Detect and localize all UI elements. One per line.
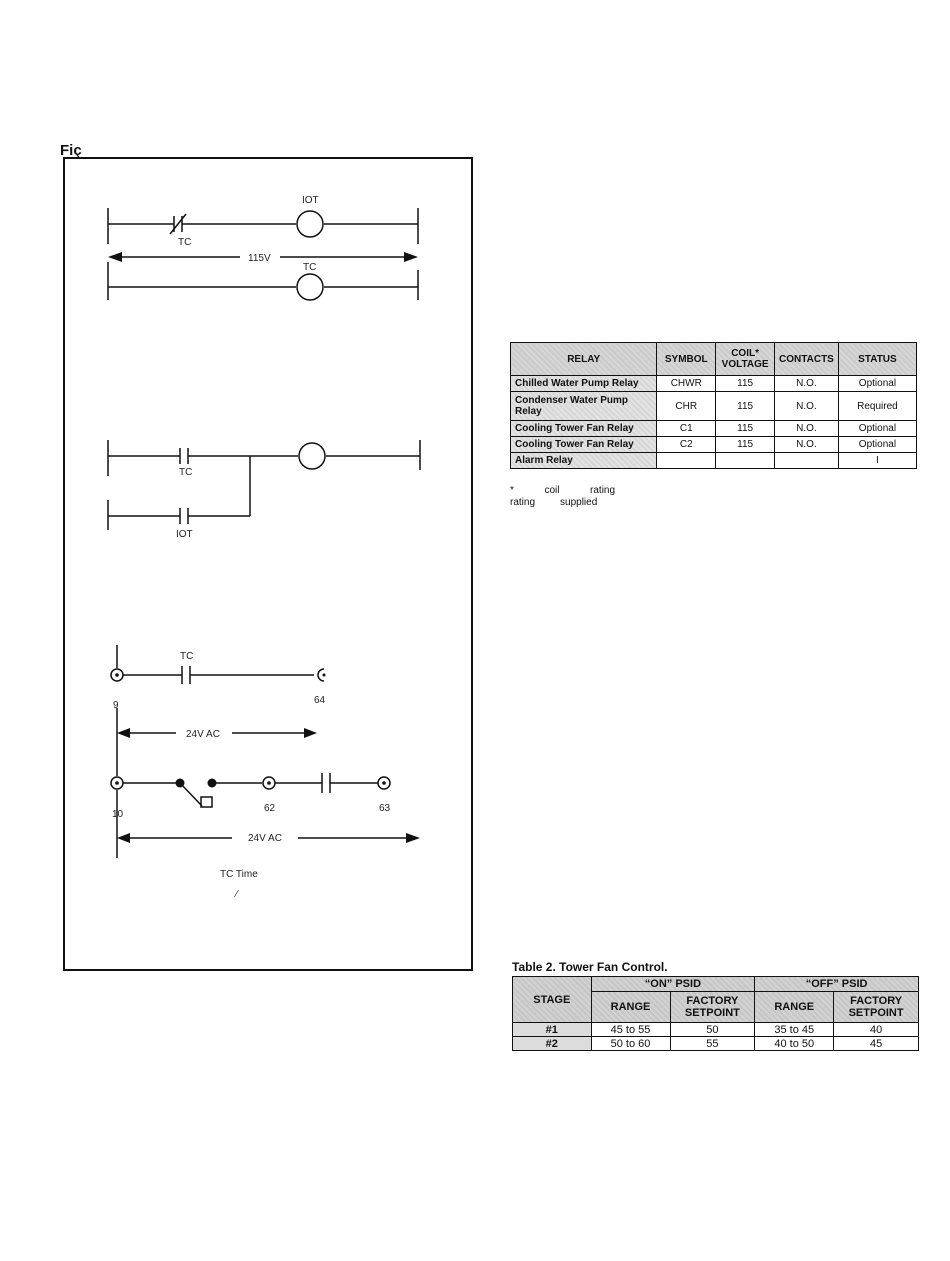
- off-setpoint-cell: 45: [834, 1037, 919, 1051]
- col-relay: RELAY: [511, 343, 657, 376]
- arrow-left-115: [108, 252, 122, 262]
- relay-name: Cooling Tower Fan Relay: [511, 437, 657, 453]
- arrow-left-24a: [117, 728, 130, 738]
- off-range-cell: 40 to 50: [755, 1037, 834, 1051]
- table-row: [511, 453, 917, 469]
- tc-coil-label: TC: [303, 262, 317, 273]
- relay-footnote-line2: rating supplied: [510, 497, 598, 508]
- relay-contacts: [775, 453, 839, 469]
- relay-symbol: C2: [657, 437, 716, 453]
- relay-status: Optional: [838, 421, 916, 437]
- iot-coil: [297, 211, 323, 237]
- table-row: [513, 1037, 919, 1051]
- small-mark: ⁄: [236, 889, 238, 900]
- relay-voltage: 115: [716, 392, 775, 421]
- terminal-9-label: 9: [113, 700, 119, 711]
- relay-symbol: CHWR: [657, 376, 716, 392]
- relay-status: Optional: [838, 376, 916, 392]
- arrow-right-24b: [406, 833, 420, 843]
- tc-coil: [297, 274, 323, 300]
- iot-top-label: IOT: [302, 195, 319, 206]
- figure-label: Fiç: [60, 142, 82, 159]
- relay-name: Cooling Tower Fan Relay: [511, 421, 657, 437]
- arrow-right-24a: [304, 728, 317, 738]
- col-on-range: RANGE: [591, 992, 670, 1023]
- coil-2: [299, 443, 325, 469]
- relay-status: Optional: [838, 437, 916, 453]
- terminal-64-label: 64: [314, 695, 326, 706]
- voltage-24b-label: 24V AC: [248, 833, 282, 844]
- switch-dot-left: [176, 779, 185, 788]
- relay-contacts: N.O.: [775, 437, 839, 453]
- relay-voltage: 115: [716, 421, 775, 437]
- arrow-right-115: [404, 252, 418, 262]
- terminal-63-label: 63: [379, 803, 391, 814]
- relay-status: Required: [838, 392, 916, 421]
- col-stage: STAGE: [513, 977, 592, 1023]
- fan-header-row-1: [513, 977, 919, 992]
- col-contacts: CONTACTS: [775, 343, 839, 376]
- relay-voltage: 115: [716, 437, 775, 453]
- on-range-cell: 50 to 60: [591, 1037, 670, 1051]
- off-range-cell: 35 to 45: [755, 1023, 834, 1037]
- tc-nc-label: TC: [178, 237, 192, 248]
- col-coil-voltage: COIL* VOLTAGE: [716, 343, 775, 376]
- relay-contacts: N.O.: [775, 421, 839, 437]
- table-row: [513, 1023, 919, 1037]
- col-status: STATUS: [838, 343, 916, 376]
- relay-name: Alarm Relay: [511, 453, 657, 469]
- relay-table: [510, 342, 917, 469]
- relay-voltage: 115: [716, 376, 775, 392]
- tc-time-label: TC Time: [220, 869, 258, 880]
- col-on-psid: “ON” PSID: [591, 977, 755, 992]
- stage-cell: #1: [513, 1023, 592, 1037]
- voltage-115-label: 115V: [248, 253, 271, 264]
- relay-contacts: N.O.: [775, 392, 839, 421]
- relay-voltage: [716, 453, 775, 469]
- relay-symbol: [657, 453, 716, 469]
- col-off-range: RANGE: [755, 992, 834, 1023]
- col-on-setpoint: FACTORY SETPOINT: [670, 992, 755, 1023]
- table2-caption: Table 2. Tower Fan Control.: [512, 960, 668, 974]
- col-symbol: SYMBOL: [657, 343, 716, 376]
- tc-no-label: TC: [179, 467, 193, 478]
- col-off-setpoint: FACTORY SETPOINT: [834, 992, 919, 1023]
- iot-no-label: IOT: [176, 529, 193, 540]
- relay-table-header: [511, 343, 917, 376]
- col-off-psid: “OFF” PSID: [755, 977, 919, 992]
- on-setpoint-cell: 50: [670, 1023, 755, 1037]
- relay-symbol: C1: [657, 421, 716, 437]
- table-row: [511, 421, 917, 437]
- relay-symbol: CHR: [657, 392, 716, 421]
- fan-control-table: [512, 976, 919, 1051]
- relay-status: I: [838, 453, 916, 469]
- relay-name: Chilled Water Pump Relay: [511, 376, 657, 392]
- relay-footnote-line1: * coil rating: [510, 485, 616, 496]
- switch-dot-right: [208, 779, 217, 788]
- table-row: [511, 376, 917, 392]
- voltage-24a-label: 24V AC: [186, 729, 220, 740]
- off-setpoint-cell: 40: [834, 1023, 919, 1037]
- table-row: [511, 437, 917, 453]
- stage-cell: #2: [513, 1037, 592, 1051]
- terminal-10-label: 10: [112, 809, 124, 820]
- tc-contact-label: TC: [180, 651, 194, 662]
- arrow-left-24b: [117, 833, 130, 843]
- relay-contacts: N.O.: [775, 376, 839, 392]
- on-range-cell: 45 to 55: [591, 1023, 670, 1037]
- terminal-62-label: 62: [264, 803, 276, 814]
- table-row: [511, 392, 917, 421]
- on-setpoint-cell: 55: [670, 1037, 755, 1051]
- relay-name: Condenser Water Pump Relay: [511, 392, 657, 421]
